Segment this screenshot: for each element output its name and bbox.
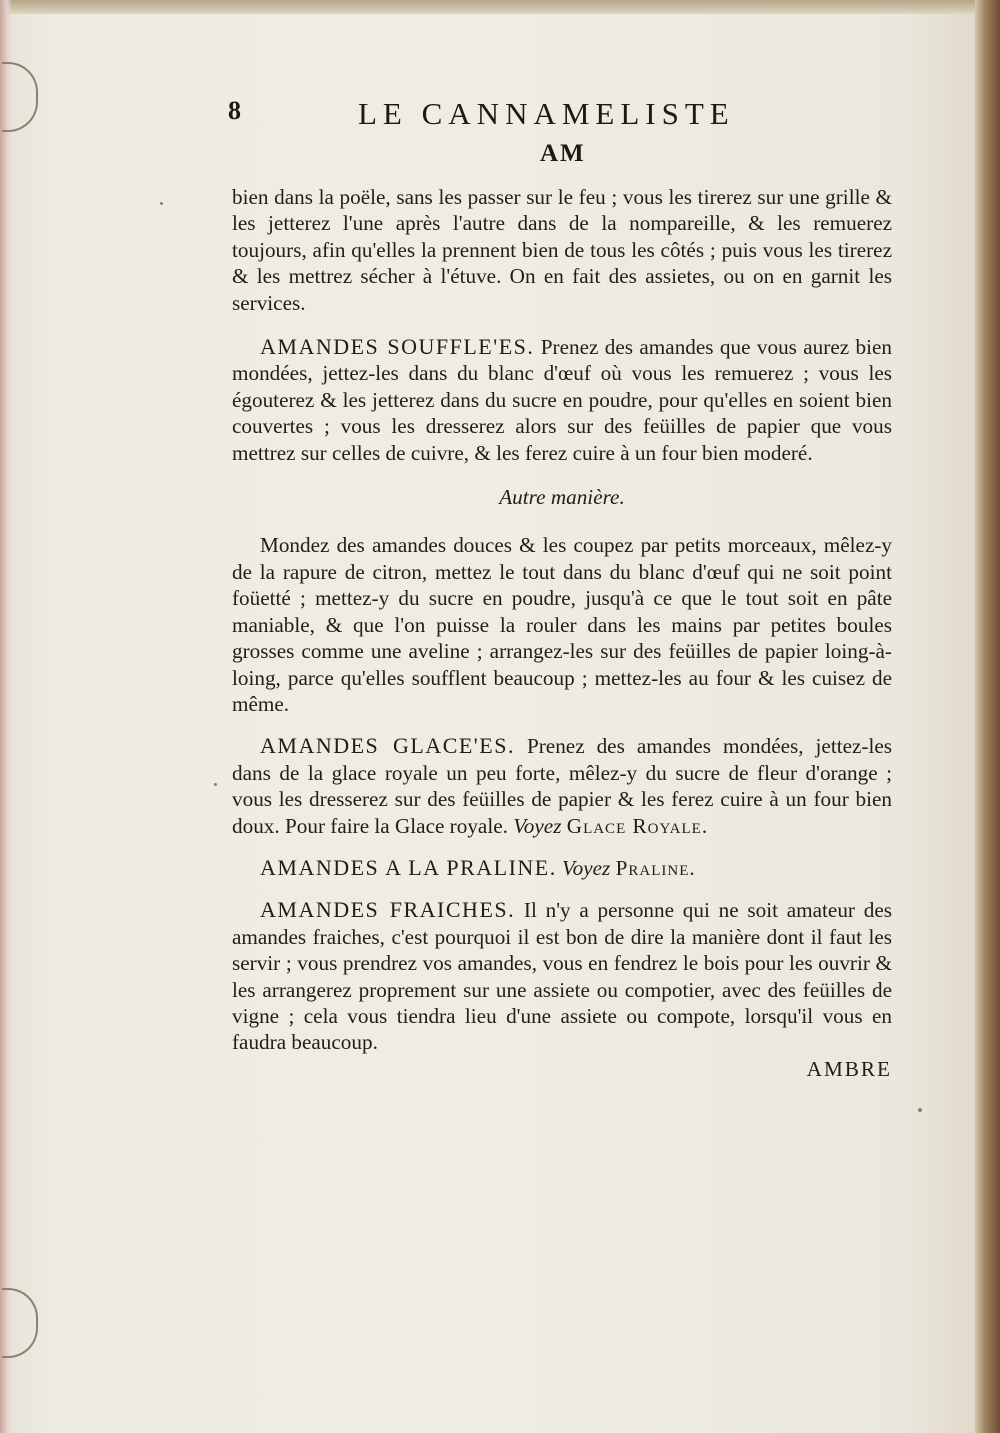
entry-heading: AMANDES GLACE'ES. — [260, 733, 515, 759]
book-title: LE CANNAMELISTE — [358, 96, 735, 131]
paper-speck — [918, 1108, 922, 1112]
binding-tab-mark — [2, 62, 38, 132]
running-head — [228, 96, 898, 136]
paper-speck — [214, 783, 217, 786]
binding-tab-mark — [2, 1288, 38, 1358]
section-letters: AM — [540, 140, 586, 167]
entry-autre-maniere: Mondez des amandes douces & les coupez par petits morceaux, mêlez-y de la rapure de citron, mettez le tout dans du blanc d'œuf qui ne soit point foüetté ; mettez-y du sucre en poudre, jusqu'à ce que le tout soit en pâte maniable, & que l'on puisse la rouler dans les mains par petites boules grosses comme une aveline ; arrangez-les sur des feüilles de papier loing-à-loing, parce qu'elles soufflent beaucoup ; mettez-les au four & les cuisez de même. — [232, 533, 892, 716]
page-right-edge — [975, 0, 1000, 1433]
catchword: AMBRE — [806, 1056, 892, 1081]
entry-heading: AMANDES FRAICHES. — [260, 897, 516, 923]
entry-amandes-soufflees — [232, 334, 892, 466]
entry-text: Il n'y a personne qui ne soit amateur des amandes fraiches, c'est pourquoi il est bon de dire la manière dont il faut les servir ; vous prendrez vos amandes, vous en fendrez le bois pour les ouvrir & les arrangerez proprement sur une assiete ou compotier, avec des feüilles de vigne ; cela vous tiendra lieu d'une assiete ou compote, lorsqu'il vous en faudra beaucoup. — [232, 898, 892, 1055]
page-number: 8 — [228, 96, 241, 125]
cross-reference-target: Praline. — [615, 855, 696, 880]
paper-speck — [160, 202, 163, 205]
subheading-autre-maniere: Autre manière. — [499, 485, 625, 510]
entry-heading: AMANDES A LA PRALINE. — [260, 854, 557, 880]
entry-text: Prenez des amandes mondées, jettez-les dans de la glace royale un peu forte, mêlez-y du sucre de fleur d'orange ; vous les dresserez sur des feüilles de papier & les ferez cuire à un four bien doux. Pour faire la Glace royale. — [232, 734, 893, 838]
page-top-edge — [0, 0, 982, 14]
body-text — [232, 184, 892, 1082]
cross-reference-target: Glace Royale. — [566, 813, 709, 838]
cross-reference-voyez: Voyez — [513, 813, 562, 838]
entry-text: Prenez des amandes que vous aurez bien mondées, jettez-les dans du blanc d'œuf où vous les remuerez ; vous les égouterez & les jetterez dans du sucre en poudre, pour qu'elles en soient bien couvertes ; vous les dresserez alors sur des feüilles de papier que vous mettrez sur celles de cuivre, & les ferez cuire à un four bien moderé. — [232, 335, 892, 465]
cross-reference-voyez: Voyez — [562, 855, 611, 880]
entry-amandes-glacees — [232, 733, 892, 839]
entry-amandes-fraiches — [232, 897, 892, 1055]
entry-heading: AMANDES SOUFFLE'ES. — [260, 334, 535, 360]
page-left-edge — [0, 0, 12, 1433]
entry-amandes-praline — [232, 855, 892, 881]
continuation-paragraph: bien dans la poële, sans les passer sur le feu ; vous les tirerez sur une grille & les jetterez l'une après l'autre dans de la nompareille, & les remuerez toujours, afin qu'elles la prennent bien de tous les côtés ; puis vous les tirerez & les mettrez sécher à l'étuve. On en fait des assietes, ou on en garnit les services. — [232, 185, 892, 315]
